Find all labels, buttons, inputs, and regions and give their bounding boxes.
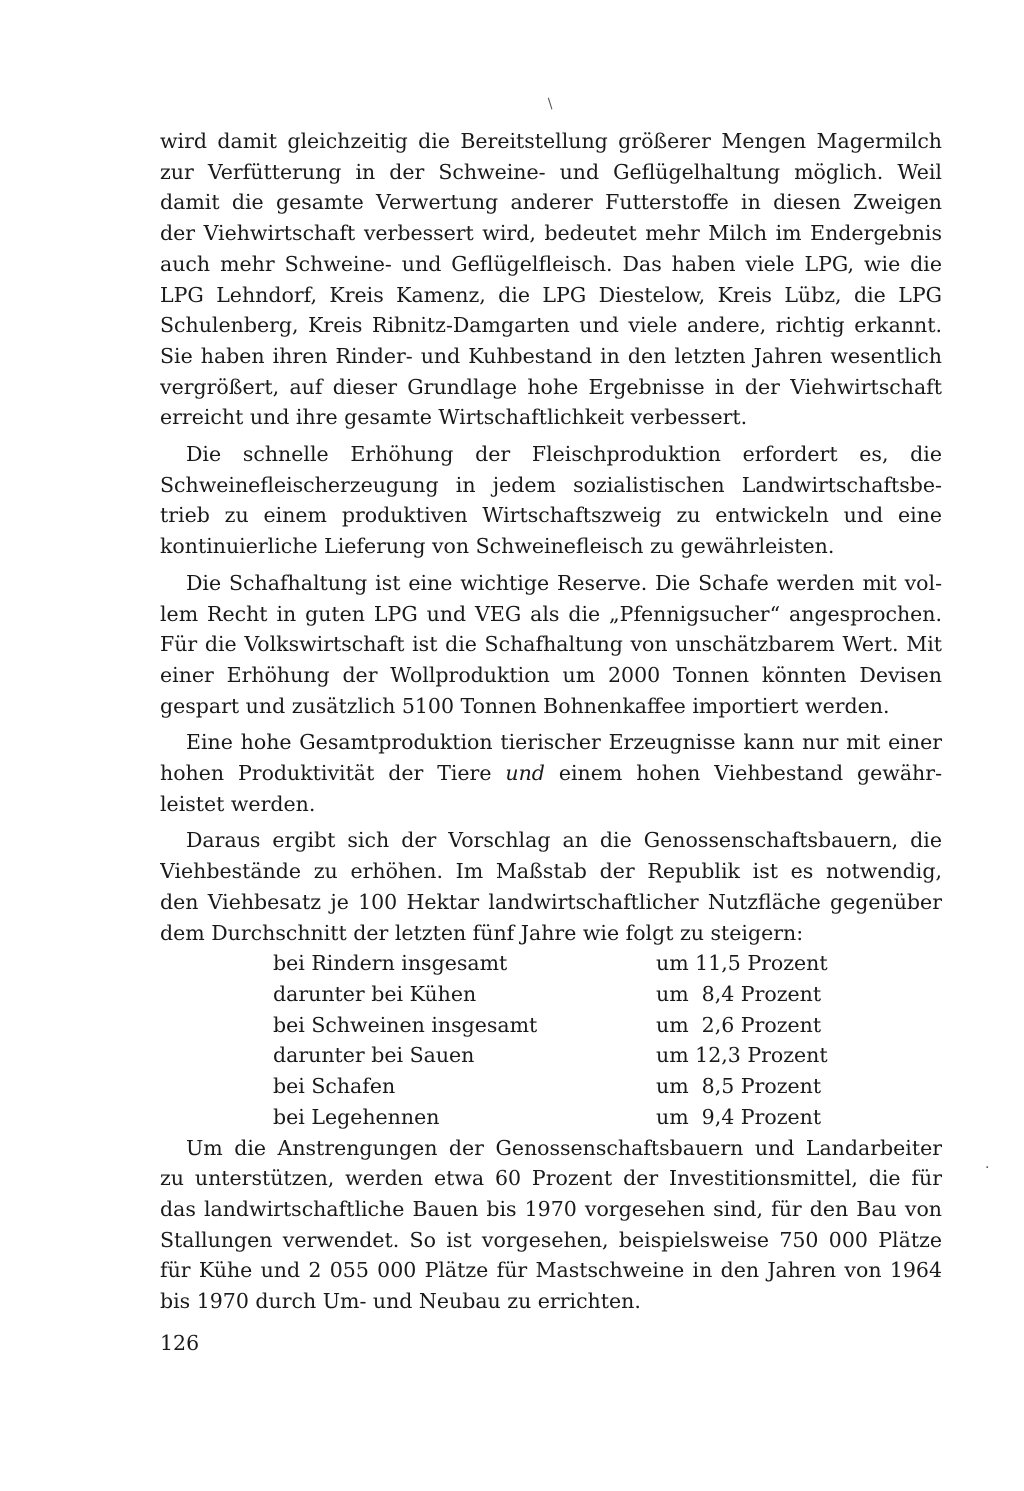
emphasis: und xyxy=(505,761,545,786)
paragraph xyxy=(160,1133,942,1317)
text-line: Eine hohe Gesamtproduktion tierischer Erzeugnisse kann nur mit einer xyxy=(186,730,942,755)
text-line: hohen Produktivität der Tiere und einem hohen Viehbestand gewähr- xyxy=(160,761,942,786)
table-row-label: darunter bei Kühen xyxy=(273,981,477,1006)
page-body xyxy=(160,126,942,1317)
text-line: vergrößert, auf dieser Grundlage hohe Ergebnisse in der Viehwirtschaft xyxy=(160,374,942,399)
text-line: einer Erhöhung der Wollproduktion um 2000 Tonnen könnten Devisen xyxy=(160,662,942,687)
table-row-value: um 8,4 Prozent xyxy=(656,981,822,1006)
table-row-label: bei Legehennen xyxy=(273,1104,440,1129)
text-line: Sie haben ihren Rinder- und Kuhbestand in den letzten Jahren wesentlich xyxy=(160,343,942,368)
table-row-value: um 8,5 Prozent xyxy=(656,1074,822,1099)
text-line: Stallungen verwendet. So ist vorgesehen, beispielsweise 750 000 Plätze xyxy=(160,1227,942,1252)
paragraph-group xyxy=(160,126,942,948)
text-line: dem Durchschnitt der letzten fünf Jahre wie folgt zu steigern: xyxy=(160,920,804,945)
text-line: den Viehbesatz je 100 Hektar landwirtschaftlicher Nutzfläche gegenüber xyxy=(160,889,942,914)
table-row-label: bei Rindern insgesamt xyxy=(273,951,508,976)
text-line: lem Recht in guten LPG und VEG als die „Pfennigsucher“ angesprochen. xyxy=(160,601,942,626)
text-line: damit die gesamte Verwertung anderer Futterstoffe in diesen Zweigen xyxy=(160,190,942,215)
stray-mark-right: · xyxy=(985,1160,990,1176)
table-row xyxy=(273,948,942,979)
text-line: Daraus ergibt sich der Vorschlag an die Genossenschaftsbauern, die xyxy=(186,828,942,853)
text-line: Schweinefleischerzeugung in jedem sozialistischen Landwirtschaftsbe- xyxy=(160,472,942,497)
closing-paragraph-group xyxy=(160,1133,942,1317)
text-line: Die Schafhaltung ist eine wichtige Reserve. Die Schafe werden mit vol- xyxy=(186,570,942,595)
text-line: der Viehwirtschaft verbessert wird, bedeutet mehr Milch im Endergebnis xyxy=(160,221,942,246)
paragraph xyxy=(160,568,942,722)
text-line: auch mehr Schweine- und Geflügelfleisch. Das haben viele LPG, wie die xyxy=(160,251,942,276)
table-row-label: bei Schweinen insgesamt xyxy=(273,1012,538,1037)
increase-table xyxy=(160,948,942,1132)
page-number: 126 xyxy=(160,1331,200,1355)
table-row-value: um 12,3 Prozent xyxy=(656,1043,828,1068)
paragraph xyxy=(160,439,942,562)
text-line: das landwirtschaftliche Bauen bis 1970 vorgesehen sind, für den Bau von xyxy=(160,1196,942,1221)
paragraph xyxy=(160,727,942,819)
table-row-label: darunter bei Sauen xyxy=(273,1043,475,1068)
text-line: Um die Anstrengungen der Genossenschaftsbauern und Landarbeiter xyxy=(186,1135,942,1160)
text-line: für Kühe und 2 055 000 Plätze für Mastschweine in den Jahren von 1964 xyxy=(160,1258,942,1283)
text-line: trieb zu einem produktiven Wirtschaftszweig zu entwickeln und eine xyxy=(160,503,942,528)
table-row xyxy=(273,979,942,1010)
text-line: zur Verfütterung in der Schweine- und Geflügelhaltung möglich. Weil xyxy=(160,159,942,184)
table-row-value: um 2,6 Prozent xyxy=(656,1012,822,1037)
text-line: erreicht und ihre gesamte Wirtschaftlichkeit verbessert. xyxy=(160,405,748,430)
text-line: Viehbestände zu erhöhen. Im Maßstab der Republik ist es notwendig, xyxy=(160,859,942,884)
text-line: leistet werden. xyxy=(160,791,316,816)
paragraph xyxy=(160,825,942,948)
text-line: Die schnelle Erhöhung der Fleischproduktion erfordert es, die xyxy=(186,442,942,467)
table-row xyxy=(273,1040,942,1071)
paragraph xyxy=(160,126,942,433)
table-row-value: um 9,4 Prozent xyxy=(656,1104,822,1129)
text-line: Schulenberg, Kreis Ribnitz-Damgarten und viele andere, richtig erkannt. xyxy=(160,313,942,338)
stray-mark-top: / xyxy=(543,96,557,112)
text-line: gespart und zusätzlich 5100 Tonnen Bohnenkaffee importiert werden. xyxy=(160,693,890,718)
text-line: kontinuierliche Lieferung von Schweinefleisch zu gewährleisten. xyxy=(160,534,835,559)
text-line: LPG Lehndorf, Kreis Kamenz, die LPG Diestelow, Kreis Lübz, die LPG xyxy=(160,282,942,307)
text-line: Für die Volkswirtschaft ist die Schafhaltung von unschätzbarem Wert. Mit xyxy=(160,632,942,657)
table-row-label: bei Schafen xyxy=(273,1074,396,1099)
text-line: bis 1970 durch Um- und Neubau zu errichten. xyxy=(160,1289,641,1314)
text-line: zu unterstützen, werden etwa 60 Prozent der Investitionsmittel, die für xyxy=(160,1166,942,1191)
table-row xyxy=(273,1071,942,1102)
table-row xyxy=(273,1010,942,1041)
text-line: wird damit gleichzeitig die Bereitstellung größerer Mengen Magermilch xyxy=(160,129,942,153)
table-row xyxy=(273,1102,942,1133)
table-row-value: um 11,5 Prozent xyxy=(656,951,828,976)
